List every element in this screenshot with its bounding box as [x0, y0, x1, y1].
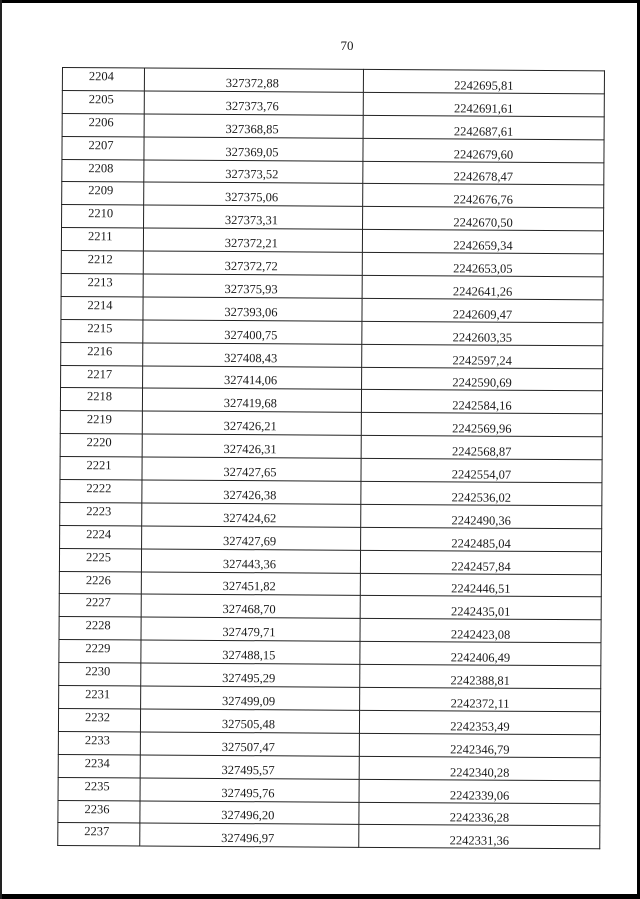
table-row	[60, 388, 602, 414]
x-coordinate-cell: 327393,06	[143, 297, 362, 321]
x-coordinate-cell: 327426,38	[142, 480, 361, 504]
x-coordinate-cell: 327488,15	[141, 640, 360, 664]
x-coordinate-cell: 327443,36	[141, 549, 360, 573]
table-row	[58, 777, 600, 803]
table-row	[61, 365, 603, 391]
y-coordinate-cell: 2242597,24	[362, 344, 603, 368]
point-number-cell: 2213	[61, 274, 143, 297]
point-number-cell: 2212	[61, 251, 143, 274]
x-coordinate-cell: 327427,65	[142, 457, 361, 481]
x-coordinate-cell: 327451,82	[141, 572, 360, 596]
x-coordinate-cell: 327426,21	[142, 411, 361, 435]
x-coordinate-cell: 327373,76	[144, 91, 363, 115]
x-coordinate-cell: 327375,93	[143, 274, 362, 298]
x-coordinate-cell: 327495,57	[140, 755, 359, 779]
x-coordinate-cell: 327400,75	[143, 320, 362, 344]
point-number-cell: 2224	[60, 525, 142, 548]
point-number-cell: 2221	[60, 457, 142, 480]
point-number-cell: 2233	[58, 731, 140, 754]
y-coordinate-cell: 2242446,51	[360, 573, 601, 597]
point-number-cell: 2236	[58, 800, 140, 823]
coordinates-table-body	[58, 68, 605, 850]
table-row	[59, 594, 601, 620]
x-coordinate-cell: 327372,21	[143, 228, 362, 252]
table-row	[60, 525, 602, 551]
y-coordinate-cell: 2242609,47	[362, 298, 603, 322]
y-coordinate-cell: 2242695,81	[363, 69, 604, 93]
x-coordinate-cell: 327373,52	[144, 160, 363, 184]
point-number-cell: 2204	[62, 68, 144, 91]
table-row	[60, 411, 602, 437]
point-number-cell: 2205	[62, 90, 144, 113]
x-coordinate-cell: 327375,06	[144, 182, 363, 206]
table-row	[59, 617, 601, 643]
y-coordinate-cell: 2242435,01	[360, 596, 601, 620]
point-number-cell: 2229	[59, 640, 141, 663]
y-coordinate-cell: 2242676,76	[363, 184, 604, 208]
point-number-cell: 2219	[60, 411, 142, 434]
y-coordinate-cell: 2242590,69	[362, 367, 603, 391]
table-row	[62, 68, 604, 94]
table-row	[58, 731, 600, 757]
x-coordinate-cell: 327499,09	[141, 686, 360, 710]
table-row	[60, 480, 602, 506]
y-coordinate-cell: 2242603,35	[362, 321, 603, 345]
table-row	[58, 800, 600, 826]
table-row	[60, 434, 602, 460]
x-coordinate-cell: 327373,31	[144, 205, 363, 229]
point-number-cell: 2226	[59, 571, 141, 594]
y-coordinate-cell: 2242340,28	[359, 756, 600, 780]
x-coordinate-cell: 327372,72	[143, 251, 362, 275]
point-number-cell: 2211	[61, 228, 143, 251]
table-row	[61, 251, 603, 277]
point-number-cell: 2210	[62, 205, 144, 228]
y-coordinate-cell: 2242457,84	[360, 550, 601, 574]
y-coordinate-cell: 2242687,61	[363, 115, 604, 139]
point-number-cell: 2216	[61, 342, 143, 365]
table-row	[62, 182, 604, 208]
point-number-cell: 2209	[62, 182, 144, 205]
y-coordinate-cell: 2242569,96	[361, 413, 602, 437]
coordinates-table-wrapper	[57, 67, 604, 850]
y-coordinate-cell: 2242678,47	[363, 161, 604, 185]
point-number-cell: 2232	[58, 708, 140, 731]
x-coordinate-cell: 327507,47	[140, 732, 359, 756]
y-coordinate-cell: 2242584,16	[361, 390, 602, 414]
x-coordinate-cell: 327505,48	[140, 709, 359, 733]
table-row	[61, 319, 603, 345]
y-coordinate-cell: 2242691,61	[363, 92, 604, 116]
x-coordinate-cell: 327424,62	[142, 503, 361, 527]
point-number-cell: 2234	[58, 754, 140, 777]
point-number-cell: 2206	[62, 113, 144, 136]
point-number-cell: 2228	[59, 617, 141, 640]
x-coordinate-cell: 327426,31	[142, 434, 361, 458]
y-coordinate-cell: 2242679,60	[363, 138, 604, 162]
table-row	[61, 342, 603, 368]
point-number-cell: 2207	[62, 136, 144, 159]
table-row	[61, 228, 603, 254]
table-row	[59, 571, 601, 597]
table-row	[61, 274, 603, 300]
table-row	[62, 113, 604, 139]
table-row	[60, 502, 602, 528]
table-row	[58, 754, 600, 780]
y-coordinate-cell: 2242372,11	[360, 687, 601, 711]
y-coordinate-cell: 2242346,79	[359, 733, 600, 757]
point-number-cell: 2237	[58, 823, 140, 846]
table-row	[58, 823, 600, 849]
y-coordinate-cell: 2242536,02	[361, 481, 602, 505]
y-coordinate-cell: 2242406,49	[360, 642, 601, 666]
page-number: 70	[340, 38, 354, 53]
x-coordinate-cell: 327495,29	[141, 663, 360, 687]
x-coordinate-cell: 327369,05	[144, 137, 363, 161]
y-coordinate-cell: 2242659,34	[362, 230, 603, 254]
x-coordinate-cell: 327495,76	[140, 778, 359, 802]
y-coordinate-cell: 2242670,50	[363, 207, 604, 231]
point-number-cell: 2217	[61, 365, 143, 388]
x-coordinate-cell: 327419,68	[142, 388, 361, 412]
table-row	[60, 457, 602, 483]
scan-edge-top	[0, 0, 640, 3]
y-coordinate-cell: 2242353,49	[359, 710, 600, 734]
y-coordinate-cell: 2242388,81	[360, 664, 601, 688]
x-coordinate-cell: 327468,70	[141, 594, 360, 618]
table-row	[59, 640, 601, 666]
x-coordinate-cell: 327372,88	[144, 68, 363, 92]
point-number-cell: 2220	[60, 434, 142, 457]
scan-edge-left	[0, 0, 2, 899]
point-number-cell: 2215	[61, 319, 143, 342]
x-coordinate-cell: 327427,69	[142, 526, 361, 550]
table-row	[59, 548, 601, 574]
y-coordinate-cell: 2242554,07	[361, 458, 602, 482]
table-row	[61, 296, 603, 322]
point-number-cell: 2235	[58, 777, 140, 800]
table-row	[62, 90, 604, 116]
y-coordinate-cell: 2242331,36	[359, 825, 600, 849]
point-number-cell: 2227	[59, 594, 141, 617]
point-number-cell: 2222	[60, 480, 142, 503]
y-coordinate-cell: 2242423,08	[360, 619, 601, 643]
y-coordinate-cell: 2242339,06	[359, 779, 600, 803]
x-coordinate-cell: 327414,06	[143, 366, 362, 390]
y-coordinate-cell: 2242336,28	[359, 802, 600, 826]
point-number-cell: 2225	[59, 548, 141, 571]
x-coordinate-cell: 327479,71	[141, 617, 360, 641]
x-coordinate-cell: 327368,85	[144, 114, 363, 138]
point-number-cell: 2223	[60, 502, 142, 525]
y-coordinate-cell: 2242485,04	[361, 527, 602, 551]
x-coordinate-cell: 327496,20	[140, 800, 359, 824]
point-number-cell: 2208	[62, 159, 144, 182]
table-row	[59, 686, 601, 712]
y-coordinate-cell: 2242490,36	[361, 504, 602, 528]
point-number-cell: 2214	[61, 296, 143, 319]
table-row	[59, 663, 601, 689]
point-number-cell: 2230	[59, 663, 141, 686]
point-number-cell: 2218	[60, 388, 142, 411]
table-row	[62, 136, 604, 162]
point-number-cell: 2231	[59, 686, 141, 709]
scan-edge-bottom	[0, 894, 640, 899]
table-row	[58, 708, 600, 734]
x-coordinate-cell: 327496,97	[140, 823, 359, 847]
coordinates-table	[57, 67, 605, 850]
y-coordinate-cell: 2242568,87	[361, 436, 602, 460]
table-row	[62, 205, 604, 231]
y-coordinate-cell: 2242653,05	[362, 252, 603, 276]
y-coordinate-cell: 2242641,26	[362, 275, 603, 299]
x-coordinate-cell: 327408,43	[143, 343, 362, 367]
table-row	[62, 159, 604, 185]
